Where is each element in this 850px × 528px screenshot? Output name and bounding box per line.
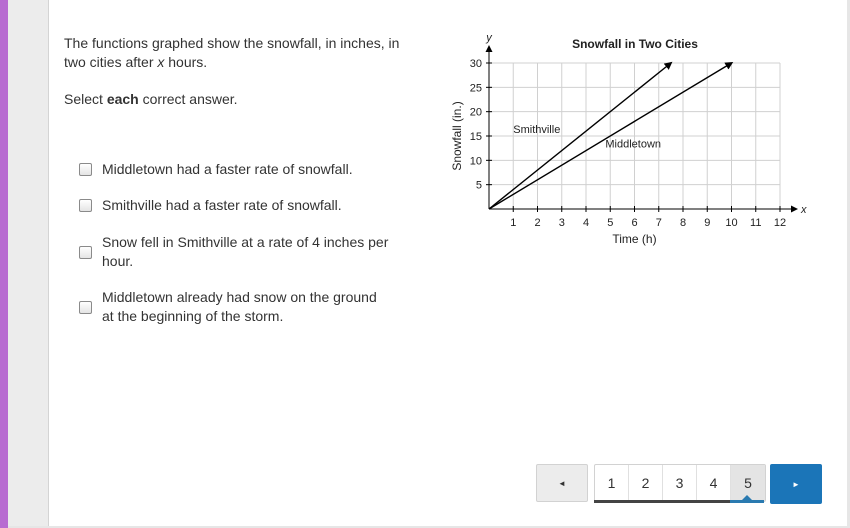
- left-accent-bar: [0, 0, 8, 528]
- y-tick-label: 5: [475, 179, 482, 192]
- prompt-text-start: The functions graphed show the snowfall, in inches, in two cities after: [64, 35, 400, 70]
- answer-label[interactable]: Snow fell in Smithville at a rate of 4 inches per hour.: [102, 234, 389, 269]
- left-gutter: [8, 0, 49, 528]
- instruction-text-start: Select: [64, 91, 107, 107]
- page-4-button[interactable]: 4: [697, 465, 731, 501]
- y-axis-label: Snowfall (in.): [450, 101, 464, 171]
- y-tick-label: 30: [469, 58, 482, 70]
- answer-option[interactable]: [79, 288, 392, 326]
- x-tick-label: 8: [679, 217, 687, 229]
- y-axis-variable: y: [486, 32, 492, 44]
- snowfall-chart: [440, 25, 820, 255]
- x-axis-label: Time (h): [612, 232, 657, 246]
- x-tick-label: 9: [704, 217, 711, 229]
- question-prompt: [64, 34, 424, 71]
- prompt-variable: x: [157, 53, 165, 70]
- answer-label[interactable]: Smithville had a faster rate of snowfall.: [102, 197, 342, 213]
- answer-option[interactable]: [79, 196, 392, 215]
- answer-option[interactable]: [79, 160, 392, 179]
- series-label: Middletown: [605, 138, 662, 151]
- question-instruction: [64, 91, 238, 107]
- page-5-button[interactable]: 5: [731, 465, 765, 501]
- x-axis-variable: x: [801, 204, 807, 216]
- x-tick-label: 6: [631, 217, 638, 229]
- x-tick-label: 12: [773, 217, 787, 229]
- previous-page-button[interactable]: ◄: [536, 464, 588, 502]
- instruction-bold-word: each: [106, 91, 139, 107]
- y-tick-label: 25: [469, 82, 482, 95]
- x-tick-label: 1: [510, 217, 517, 229]
- current-page-caret-icon: [742, 495, 752, 500]
- y-tick-label: 15: [469, 131, 482, 143]
- answer-checkbox[interactable]: [79, 163, 92, 176]
- x-tick-label: 5: [607, 217, 614, 229]
- next-page-button[interactable]: ►: [770, 464, 822, 504]
- x-tick-label: 7: [655, 217, 662, 229]
- y-tick-label: 10: [469, 155, 482, 168]
- page-navigation: [594, 464, 766, 502]
- x-tick-label: 11: [750, 217, 762, 229]
- answer-label[interactable]: Middletown already had snow on the ground at the beginning of the storm.: [102, 289, 377, 324]
- series-label: Smithville: [513, 124, 561, 137]
- answer-option[interactable]: [79, 233, 392, 271]
- prompt-text-end: hours.: [164, 53, 208, 70]
- chart-title: Snowfall in Two Cities: [572, 37, 698, 51]
- y-tick-label: 20: [469, 106, 482, 119]
- answer-label[interactable]: Middletown had a faster rate of snowfall.: [102, 161, 353, 177]
- x-tick-label: 4: [582, 217, 590, 229]
- answer-checkbox[interactable]: [79, 301, 92, 314]
- page-3-button[interactable]: 3: [663, 465, 697, 501]
- answer-checkbox[interactable]: [79, 246, 92, 259]
- page-2-button[interactable]: 2: [629, 465, 663, 501]
- page-progress-active: [730, 500, 764, 503]
- x-tick-label: 3: [558, 217, 565, 229]
- x-tick-label: 10: [725, 217, 738, 229]
- x-tick-label: 2: [534, 217, 541, 229]
- page-1-button[interactable]: 1: [595, 465, 629, 501]
- answer-checkbox[interactable]: [79, 199, 92, 212]
- instruction-text-end: correct answer.: [138, 91, 238, 107]
